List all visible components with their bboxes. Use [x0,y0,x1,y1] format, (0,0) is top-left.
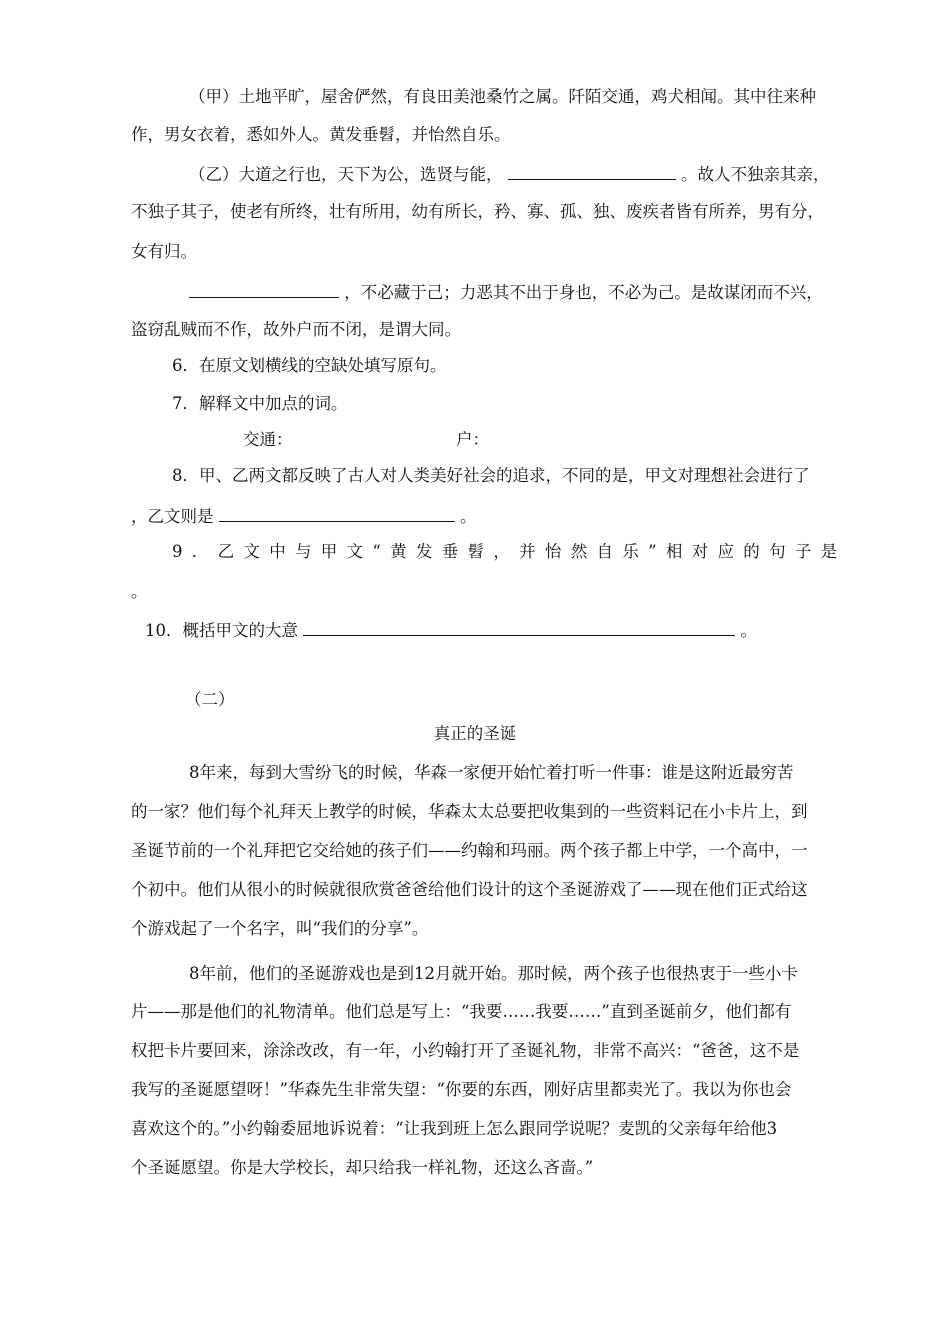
question-8-text-a: ，乙文则是 [131,507,214,526]
fill-blank-2[interactable] [189,279,339,298]
question-8-text-b: 。 [460,507,477,526]
yi-line-1-text-b: 。故人不独亲其亲， [681,165,830,184]
fill-blank-1[interactable] [508,161,676,180]
paragraph-2-line-4: 我写的圣诞愿望呀！”华森先生非常失望：“你要的东西，刚好店里都卖光了。我以为你也会 [131,1080,792,1099]
yi-line-4 [189,279,823,305]
paragraph-2-line-2: 片——那是他们的礼物清单。他们总是写上：“我要……我要……”直到圣诞前夕，他们都有 [131,1002,792,1021]
yi-line-1-text-a: （乙）大道之行也，天下为公，选贤与能， [189,165,503,184]
yi-line-2: 不独子其子，使老有所终，壮有所用，幼有所长，矜、寡、孤、独、废疾者皆有所养，男有分， [131,202,824,221]
section-2-label: （二） [185,690,235,709]
yi-line-1 [189,161,830,187]
question-6: 6．在原文划横线的空缺处填写原句。 [172,356,447,375]
paragraph-1-line-1: 8年来，每到大雪纷飞的时候，华森一家便开始忙着打听一件事：谁是这附近最穷苦 [189,763,794,782]
question-8-line-2 [131,503,477,529]
paragraph-1-line-3: 圣诞节前的一个礼拜把它交给她的孩子们——约翰和玛丽。两个孩子都上中学，一个高中，一 [131,841,808,860]
paragraph-2-line-1: 8年前，他们的圣诞游戏也是到12月就开始。那时候，两个孩子也很热衷于一些小卡 [189,964,798,983]
paragraph-1-line-4: 个初中。他们从很小的时候就很欣赏爸爸给他们设计的这个圣诞游戏了——现在他们正式给这 [131,880,808,899]
question-9: 9．乙文中与甲文“黄发垂髫，并怡然自乐”相对应的句子是 [172,542,847,561]
question-7-jiaotong-label: 交通： [243,430,293,449]
question-7: 7．解释文中加点的词。 [172,394,348,413]
paragraph-2-line-5: 喜欢这个的。”小约翰委屈地诉说着：“让我到班上怎么跟同学说呢？麦凯的父亲每年给他3 [131,1119,778,1138]
question-8-line-1: 8．甲、乙两文都反映了古人对人类美好社会的追求，不同的是，甲文对理想社会进行了 [172,466,810,485]
fill-blank-q8[interactable] [219,503,455,522]
question-7-hu-label: 户： [456,430,489,449]
paragraph-2-line-3: 权把卡片要回来，涂涂改改，有一年，小约翰打开了圣诞礼物，非常不高兴：“爸爸，这不是 [131,1041,800,1060]
paragraph-1-line-5: 个游戏起了一个名字，叫“我们的分享”。 [131,919,429,938]
jia-line-2: 作，男女衣着，悉如外人。黄发垂髫，并怡然自乐。 [131,125,511,144]
paragraph-1-line-2: 的一家？他们每个礼拜天上教学的时候，华森太太总要把收集到的一些资料记在小卡片上，到 [131,802,808,821]
question-9-end: 。 [131,582,148,601]
paragraph-2-line-6: 个圣诞愿望。你是大学校长，却只给我一样礼物，还这么吝啬。” [131,1158,594,1177]
yi-line-4-text: ，不必藏于己；力恶其不出于身也，不必为己。是故谋闭而不兴， [344,283,823,302]
article-title: 真正的圣诞 [433,724,517,743]
question-10-text: 10．概括甲文的大意 [145,621,298,640]
question-10 [145,617,757,643]
yi-line-5: 盗窃乱贼而不作，故外户而不闭，是谓大同。 [131,320,461,339]
jia-line-1: （甲）土地平旷，屋舍俨然，有良田美池桑竹之属。阡陌交通，鸡犬相闻。其中往来种 [189,87,816,106]
question-10-end: 。 [740,621,757,640]
yi-line-3: 女有归。 [131,242,197,261]
fill-blank-q10[interactable] [303,617,735,636]
